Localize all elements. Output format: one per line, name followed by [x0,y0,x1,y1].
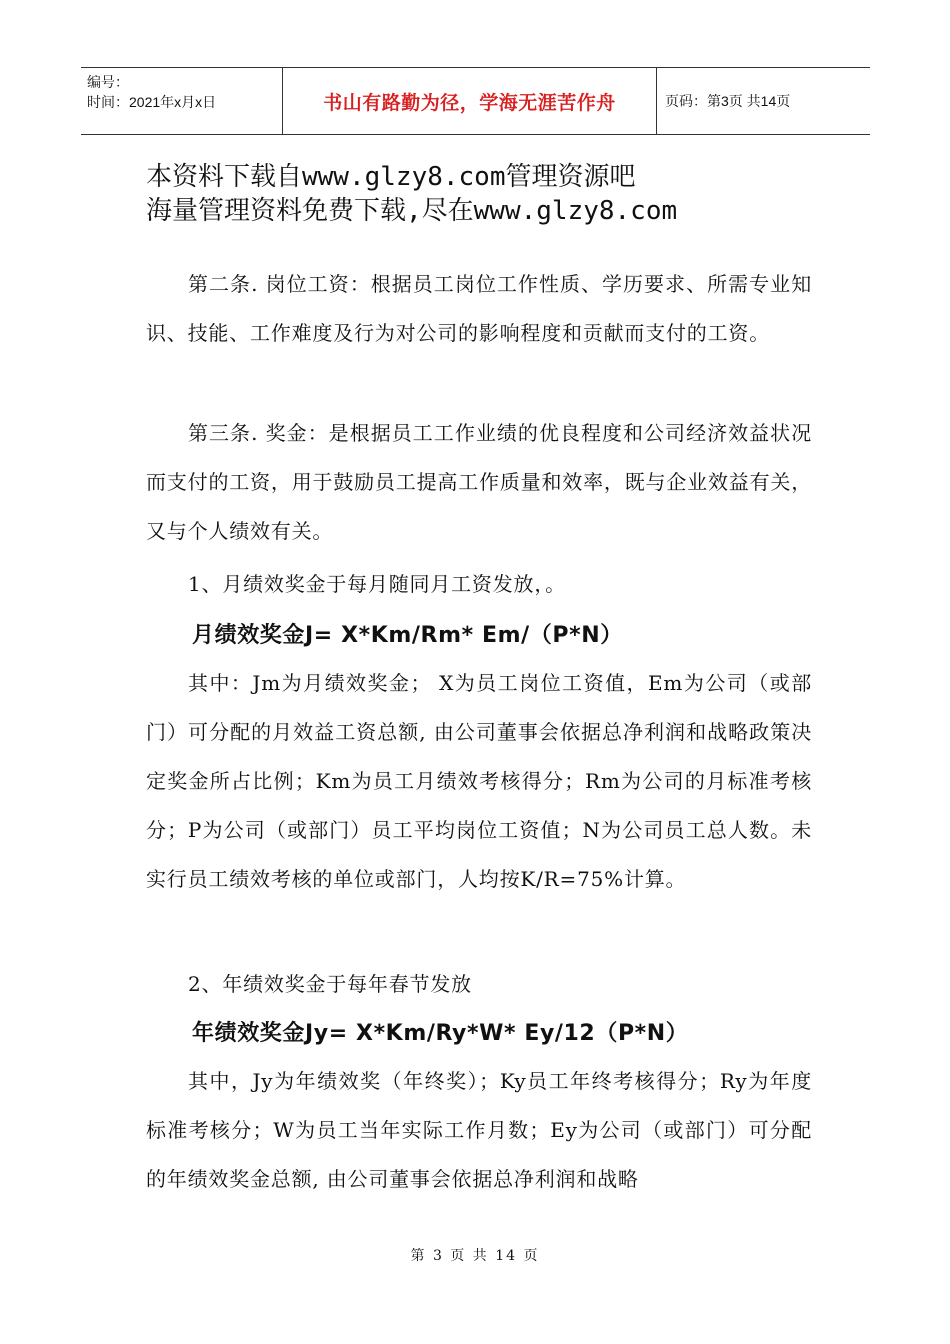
banner-line-2: 海量管理资料免费下载,尽在www.glzy8.com [146,196,678,226]
paragraph-article-3: 第三条. 奖金：是根据员工工作业绩的优良程度和公司经济效益状况而支付的工资，用于鼓励员工提高工作质量和效率，既与企业效益有关，又与个人绩效有关。 [146,421,812,543]
paragraph-monthly-definitions: 其中：Jm为月绩效奖金； X为员工岗位工资值，Em为公司（或部门）可分配的月效益工资总额, 由公司董事会依据总净利润和战略政策决定奖金所占比例；Km为员工月绩效考核得分；Rm为公司的月标准考核分；P为公司（或部门）员工平均岗位工资值；N为公司员工总人数。未实行员工绩效考核的单位或部门，人均按K/R=75%计算。 [146,671,812,891]
download-banner [146,160,677,228]
formula-monthly-bonus: 月绩效奖金J= X*Km/Rm* Em/（P*N） [192,623,623,648]
header-page-info: 页码：第3页 共14页 [665,93,791,109]
paragraph-annual-bonus: 2、年绩效奖金于每年春节发放 [188,972,472,996]
paragraph-monthly-bonus: 1、月绩效奖金于每月随同月工资发放，。 [188,572,566,596]
document-header [81,67,870,135]
paragraph-annual-definitions: 其中，Jy为年绩效奖（年终奖）；Ky员工年终考核得分；Ry为年度标准考核分；W为员工当年实际工作月数；Ey为公司（或部门）可分配的年绩效奖金总额, 由公司董事会依据总净利润和战略 [146,1069,812,1191]
formula-annual-bonus: 年绩效奖金Jy= X*Km/Ry*W* Ey/12（P*N） [192,1021,689,1046]
header-meta [81,68,283,134]
page-footer: 第 3 页 共 14 页 [410,1248,540,1264]
banner-line-1: 本资料下载自www.glzy8.com管理资源吧 [146,162,636,192]
header-motto: 书山有路勤为径，学海无涯苦作舟 [283,68,657,134]
date-label: 时间：2021年x月x日 [87,94,217,110]
paragraph-article-2: 第二条. 岗位工资：根据员工岗位工作性质、学历要求、所需专业知识、技能、工作难度及行为对公司的影响程度和贡献而支付的工资。 [146,272,812,345]
serial-number-label: 编号： [87,74,129,90]
